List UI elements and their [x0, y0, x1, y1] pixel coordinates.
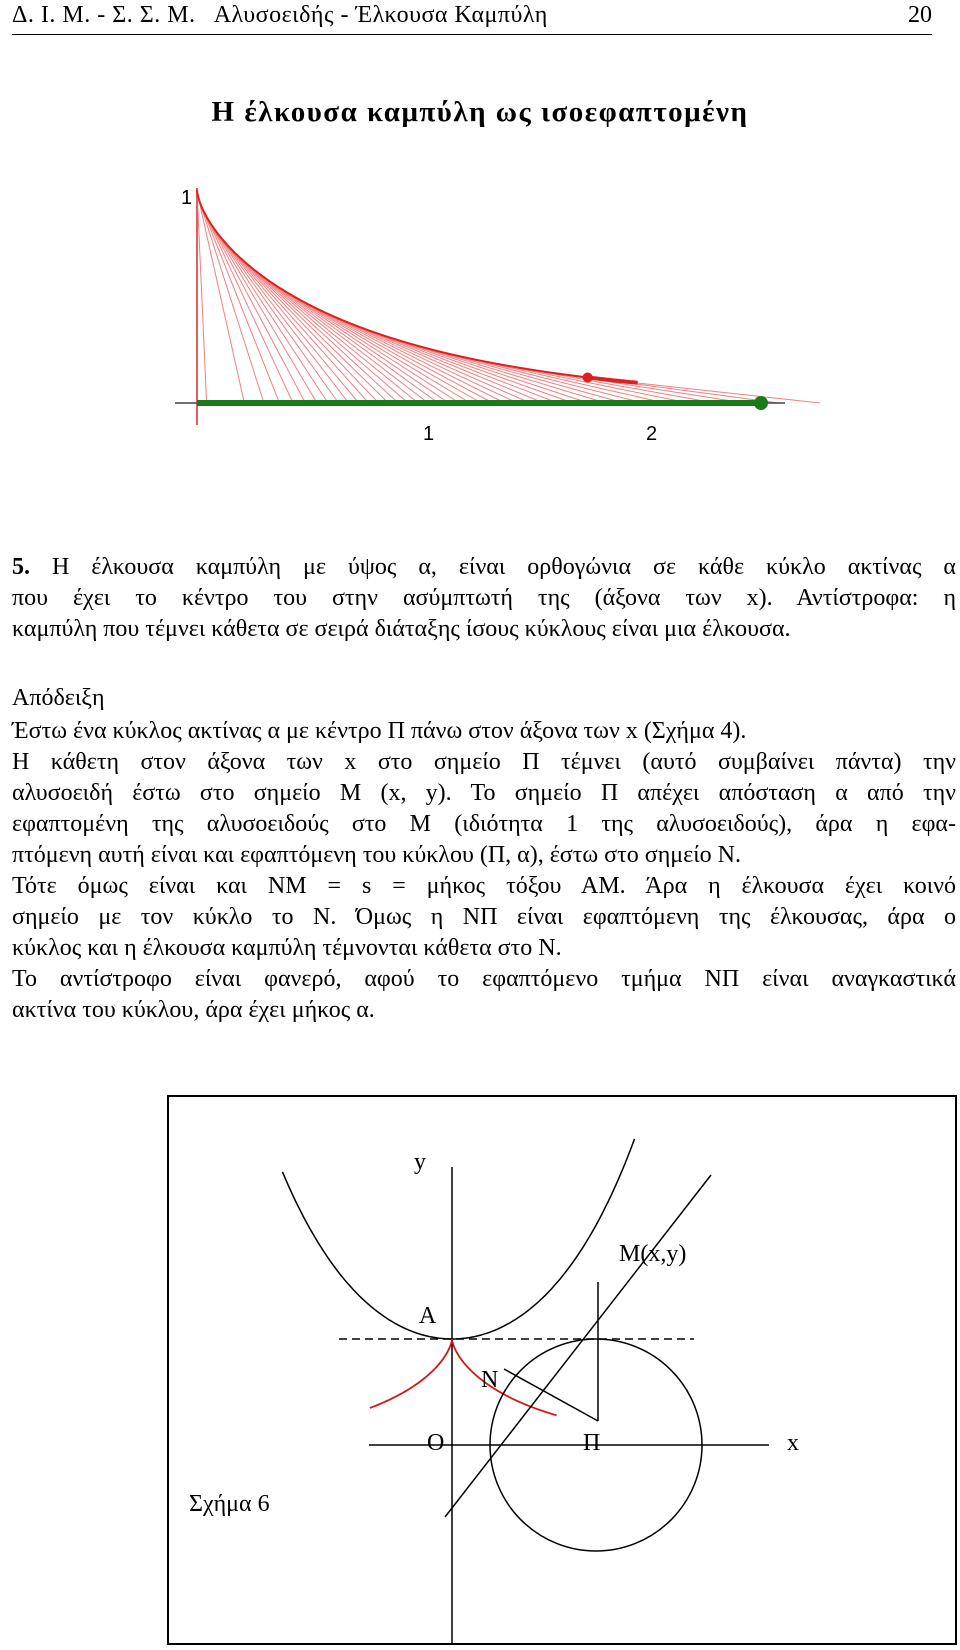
- axis-end-point: [754, 396, 768, 410]
- curve-point: [583, 372, 593, 382]
- tangent-segment: [295, 297, 482, 403]
- figure-caption: Σχήμα 6: [189, 1491, 270, 1517]
- proof-line-1: Έστω ένα κύκλος ακτίνας α με κέντρο Π πάνω στον άξονα των x (Σχήμα 4).: [12, 718, 747, 744]
- tangent-segment: [199, 200, 264, 403]
- tangent-segment: [208, 219, 317, 403]
- header-title: Δ. Ι. Μ. - Σ. Σ. Μ. Αλυσοειδής - Έλκουσα Καμπύλη: [12, 2, 548, 28]
- p5-line-3: καμπύλη που τέμνει κάθετα σε σειρά διάταξης ίσους κύκλους είναι μια έλκουσα.: [12, 616, 791, 642]
- label-M: M(x,y): [619, 1241, 687, 1267]
- proof: [12, 683, 956, 1026]
- proof-line-3: αλυσοειδή έστω στο σημείο Μ (x, y). Το σημείο Π απέχει απόσταση α από την: [12, 780, 956, 806]
- proof-line-6: Τότε όμως είναι και ΝΜ = s = μήκος τόξου ΑΜ. Άρα η έλκουσα έχει κοινό: [12, 873, 956, 899]
- x-tick-2: 2: [646, 423, 658, 445]
- proof-line-7: σημείο με τον κύκλο το Ν. Όμως η ΝΠ είναι εφαπτόμενη της έλκουσας, άρα ο: [12, 904, 956, 930]
- property-number: 5.: [12, 554, 30, 580]
- label-N: N: [481, 1367, 499, 1393]
- tangent-segment: [304, 302, 493, 403]
- catenary-curve: [282, 1139, 634, 1339]
- tangent-segment: [271, 282, 448, 403]
- p5-line-2: που έχει το κέντρο του στην ασύμπτωτή της (άξονα των x). Αντίστροφα: η: [12, 585, 956, 611]
- p5-line-1: Η έλκουσα καμπύλη με ύψος α, είναι ορθογώνια σε κάθε κύκλο ακτίνας α: [51, 554, 956, 580]
- figure-6: [167, 1095, 957, 1645]
- proof-line-5: πτόμενη αυτή είναι και εφαπτόμενη του κύκλου (Π, α), έστω στο σημείο Ν.: [12, 842, 741, 868]
- tangent-segment: [241, 258, 399, 403]
- tangent-segment: [323, 312, 517, 403]
- tangent-segment: [287, 292, 471, 403]
- proof-line-10: ακτίνα του κύκλου, άρα έχει μήκος α.: [12, 997, 375, 1023]
- x-tick-1: 1: [423, 423, 435, 445]
- tractrix-figure: [0, 180, 960, 450]
- property-5: [12, 552, 956, 645]
- tangent-segment: [203, 210, 293, 403]
- label-x: x: [787, 1430, 799, 1456]
- tangent-line: [445, 1175, 711, 1517]
- tangent-segment: [214, 229, 338, 403]
- proof-line-4: εφαπτομένη της αλυσοειδούς στο Μ (ιδιότητα 1 της αλυσοειδούς), άρα η εφα-: [12, 811, 956, 837]
- tractrix-curve: [197, 190, 638, 383]
- tractrix-curve: [370, 1339, 557, 1415]
- page-header: [12, 0, 932, 35]
- figure-6-diagram: [169, 1097, 955, 1643]
- proof-line-2: Η κάθετη στον άξονα των x στο σημείο Π τέμνει (αυτό συμβαίνει πάντα) την: [12, 749, 956, 775]
- proof-line-9: Το αντίστροφο είναι φανερό, αφού το εφαπτόμενο τμήμα ΝΠ είναι αναγκαστικά: [12, 966, 956, 992]
- label-A: A: [419, 1303, 437, 1329]
- proof-heading: Απόδειξη: [12, 685, 105, 711]
- tangent-segment: [279, 287, 460, 403]
- tangent-segments: [197, 190, 820, 403]
- page-number: 20: [908, 2, 932, 28]
- label-O: O: [427, 1430, 445, 1456]
- tangent-segment: [211, 224, 328, 403]
- label-P: Π: [583, 1430, 601, 1456]
- tangent-segment: [606, 380, 820, 403]
- tangent-segment: [197, 190, 207, 403]
- proof-line-8: κύκλος και η έλκουσα καμπύλη τέμνονται κάθετα στο Ν.: [12, 935, 562, 961]
- y-tick-1: 1: [181, 187, 193, 209]
- label-y: y: [414, 1149, 426, 1175]
- tangent-segment: [246, 263, 408, 403]
- section-title: Η έλκουσα καμπύλη ως ισοεφαπτομένη: [211, 96, 749, 128]
